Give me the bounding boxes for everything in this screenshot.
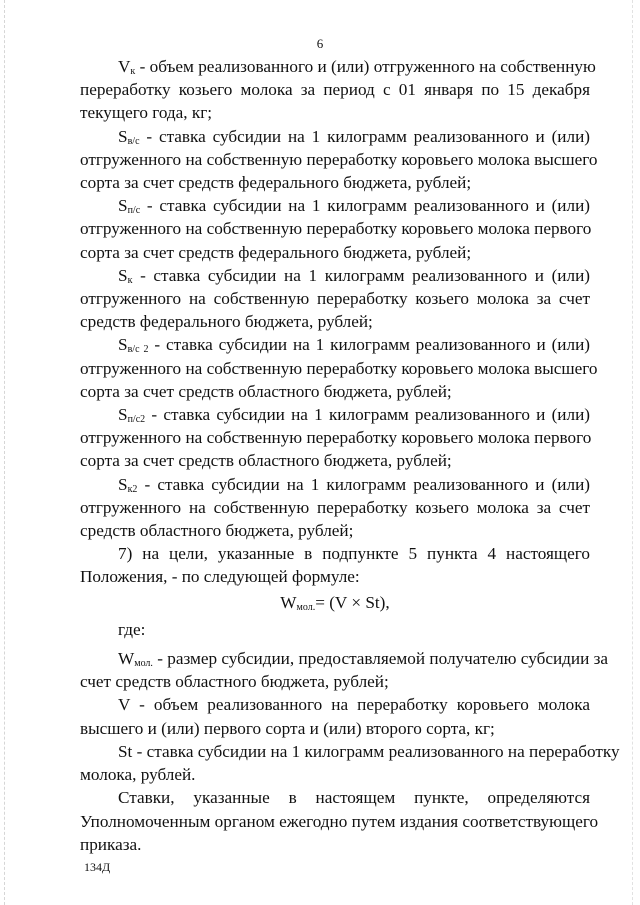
line-text: - ставка субсидии на 1 килограмм реализованного и (или) <box>145 405 590 425</box>
line-text: сорта за счет средств федерального бюджета, рублей; <box>80 242 472 262</box>
variable-symbol: S <box>118 405 128 425</box>
line-text: отгруженного на собственную переработку козьего молока за счет <box>80 497 590 517</box>
paragraph <box>80 786 599 856</box>
variable-symbol: S <box>118 196 128 216</box>
line-text: сорта за счет средств областного бюджета, рублей; <box>80 451 452 471</box>
line-text: - ставка субсидии на 1 килограмм реализованного и (или) <box>137 474 590 494</box>
paragraph <box>80 403 590 473</box>
paragraph <box>80 473 590 543</box>
text-line <box>80 380 590 403</box>
text-line <box>80 101 590 124</box>
variable-symbol: W <box>118 649 135 669</box>
text-line <box>80 542 590 565</box>
text-line <box>80 810 599 833</box>
variable-subscript: к <box>127 274 133 286</box>
text-line <box>80 786 590 809</box>
text-line <box>80 473 590 496</box>
variable-symbol: S <box>118 126 128 146</box>
line-text: текущего года, кг; <box>80 103 213 123</box>
text-line <box>80 693 590 716</box>
text-line <box>80 670 590 693</box>
footer-code: 134Д <box>84 860 111 874</box>
text-line <box>80 78 590 101</box>
paragraph <box>80 693 590 739</box>
line-text: приказа. <box>80 834 142 854</box>
variable-subscript: мол. <box>134 658 153 670</box>
text-line <box>80 426 590 449</box>
text-line <box>80 763 590 786</box>
text-line <box>80 194 590 217</box>
text-line <box>80 833 590 856</box>
text-line <box>80 717 590 740</box>
variable-subscript: в/с 2 <box>127 344 149 356</box>
variable-subscript: п/с <box>127 205 141 217</box>
text-line <box>80 647 608 670</box>
variable-subscript: к <box>130 66 136 77</box>
where-label: где: <box>118 619 146 639</box>
line-text: - объем реализованного и (или) отгруженного на собственную <box>135 57 596 76</box>
text-line <box>80 171 590 194</box>
line-text: сорта за счет средств областного бюджета, рублей; <box>80 381 452 401</box>
line-text: - ставка субсидии на 1 килограмм реализованного и (или) <box>140 196 590 216</box>
formula <box>80 589 590 618</box>
line-text: средств областного бюджета, рублей; <box>80 521 354 541</box>
text-line <box>80 565 590 588</box>
text-line <box>80 333 590 356</box>
text-line <box>80 264 590 287</box>
text-line <box>80 496 590 519</box>
text-line <box>80 310 590 333</box>
text-line <box>80 217 590 240</box>
line-text: Ставки, указанные в настоящем пункте, определяются <box>118 788 590 808</box>
variable-symbol: S <box>118 265 128 285</box>
variable-subscript: в/с <box>127 135 140 147</box>
paragraph <box>80 55 596 125</box>
paragraph <box>80 333 598 403</box>
page-number: 6 <box>316 36 324 51</box>
paragraph <box>80 194 590 264</box>
line-text: отгруженного на собственную переработку коровьего молока первого <box>80 428 592 448</box>
text-line <box>80 125 590 148</box>
text-line <box>80 287 590 310</box>
paragraph <box>80 647 608 693</box>
text-line <box>80 740 620 763</box>
variable-symbol: S <box>118 474 128 494</box>
formula-subscript: мол. <box>296 601 316 613</box>
line-text: 7) на цели, указанные в подпункте 5 пункта 4 настоящего <box>118 544 590 564</box>
paragraph <box>80 125 598 195</box>
line-text: высшего и (или) первого сорта и (или) второго сорта, кг; <box>80 718 495 738</box>
line-text: - размер субсидии, предоставляемой получателю субсидии за <box>152 649 608 669</box>
variable-symbol: V <box>118 57 131 76</box>
text-line <box>80 357 598 380</box>
line-text: средств федерального бюджета, рублей; <box>80 312 373 332</box>
text-line <box>80 449 590 472</box>
line-text: счет средств областного бюджета, рублей; <box>80 672 389 692</box>
line-text: отгруженного на собственную переработку коровьего молока первого <box>80 219 592 239</box>
text-line <box>80 403 590 426</box>
text-line <box>80 241 590 264</box>
line-text: - ставка субсидии на 1 килограмм реализованного и (или) <box>148 335 590 355</box>
line-text: - ставка субсидии на 1 килограмм реализованного и (или) <box>139 126 590 146</box>
text-line <box>80 148 598 171</box>
variable-symbol: S <box>118 335 128 355</box>
text-line <box>80 519 590 542</box>
line-text: - ставка субсидии на 1 килограмм реализованного и (или) <box>132 265 590 285</box>
body-text <box>80 55 620 856</box>
text-line <box>80 55 596 78</box>
line-text: отгруженного на собственную переработку козьего молока за счет <box>80 289 590 309</box>
line-text: V - объем реализованного на переработку коровьего молока <box>118 695 590 715</box>
line-text: Уполномоченным органом ежегодно путем издания соответствующего <box>80 811 599 831</box>
formula-expression: = (V × St), <box>315 592 390 612</box>
scan-edge-left <box>4 0 6 905</box>
line-text: Положения, - по следующей формуле: <box>80 567 360 587</box>
scan-edge-right <box>632 0 634 905</box>
line-text: молока, рублей. <box>80 765 196 785</box>
line-text: сорта за счет средств федерального бюджета, рублей; <box>80 173 472 193</box>
line-text: переработку козьего молока за период с 01 января по 15 декабря <box>80 80 590 100</box>
line-text: отгруженного на собственную переработку коровьего молока высшего <box>80 149 598 169</box>
paragraph <box>80 264 590 334</box>
paragraph <box>80 740 620 786</box>
variable-subscript: п/с2 <box>127 414 146 426</box>
line-text: отгруженного на собственную переработку коровьего молока высшего <box>80 358 598 378</box>
line-text: St - ставка субсидии на 1 килограмм реализованного на переработку <box>118 741 620 761</box>
paragraph <box>80 542 590 588</box>
formula-symbol: W <box>280 592 297 612</box>
variable-subscript: к2 <box>127 483 138 495</box>
